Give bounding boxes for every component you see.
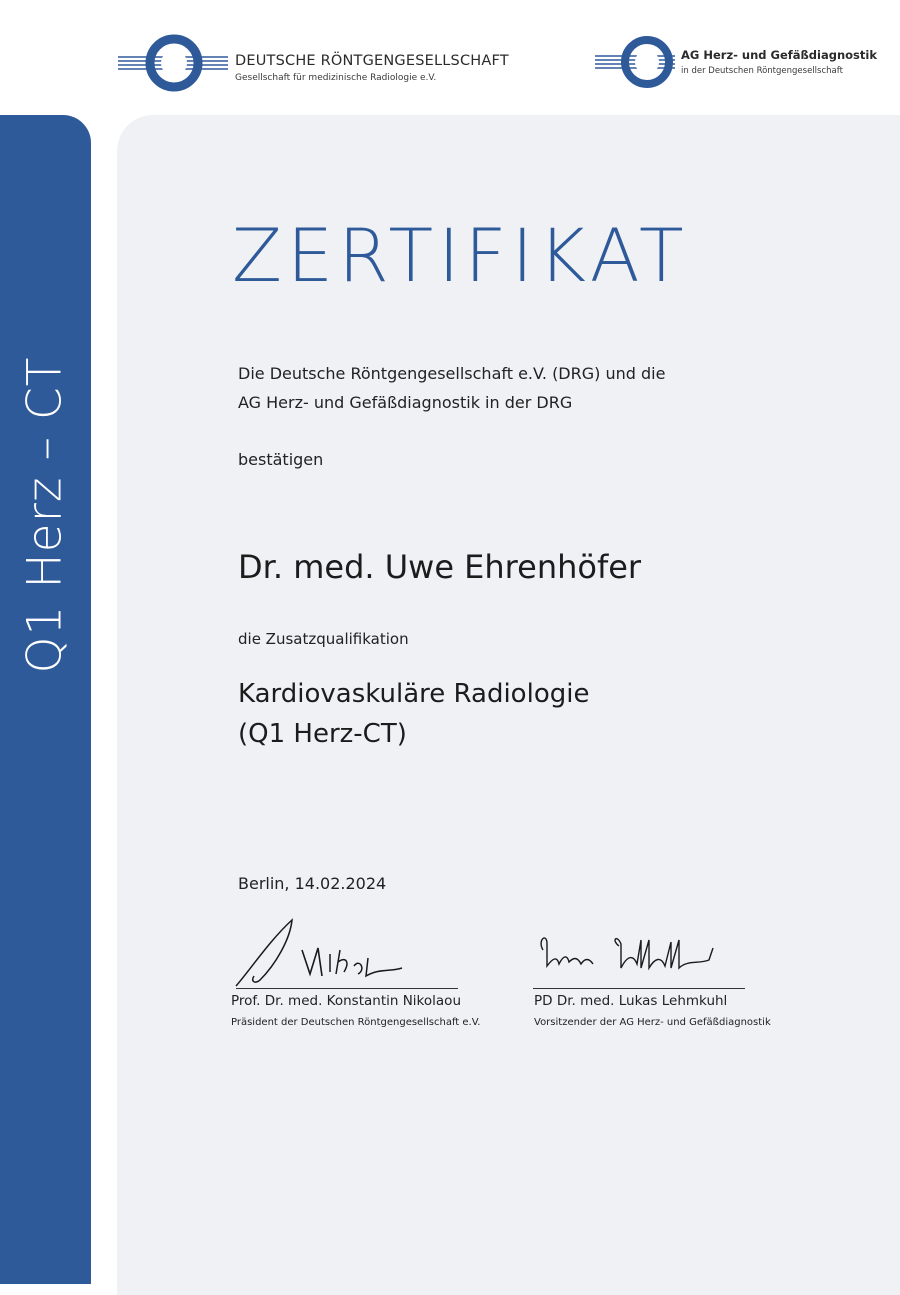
qualification-line-1: Kardiovaskuläre Radiologie <box>238 679 590 709</box>
drg-logo-subtitle: Gesellschaft für medizinische Radiologie e.V. <box>235 73 437 83</box>
drg-emblem-icon <box>118 33 233 93</box>
qualification-label: die Zusatzqualifikation <box>238 630 409 648</box>
intro-line-2: AG Herz- und Gefäßdiagnostik in der DRG <box>238 393 573 412</box>
qualification-line-2: (Q1 Herz-CT) <box>238 719 407 749</box>
intro-line-1: Die Deutsche Röntgengesellschaft e.V. (DRG) und die <box>238 364 666 383</box>
certificate-title: ZERTIFIKAT <box>232 214 689 299</box>
drg-logo-name: DEUTSCHE RÖNTGENGESELLSCHAFT <box>235 53 509 69</box>
confirm-text: bestätigen <box>238 450 324 469</box>
side-band <box>0 115 91 1284</box>
signatory-2-name: PD Dr. med. Lukas Lehmkuhl <box>534 993 728 1009</box>
signatory-2-role: Vorsitzender der AG Herz- und Gefäßdiagnostik <box>534 1017 771 1028</box>
qualification <box>238 674 589 754</box>
recipient-name: Dr. med. Uwe Ehrenhöfer <box>238 548 642 586</box>
ag-logo <box>595 33 885 93</box>
signature-block-2 <box>533 910 793 1035</box>
signature-line-1 <box>236 988 458 989</box>
signature-line-2 <box>533 988 745 989</box>
ag-logo-name: AG Herz- und Gefäßdiagnostik <box>681 48 877 62</box>
handwritten-signature-1 <box>230 910 470 990</box>
side-band-label: Q1 Herz – CT <box>17 356 73 674</box>
signatory-1-role: Präsident der Deutschen Röntgengesellschaft e.V. <box>231 1017 481 1028</box>
intro-text <box>238 359 665 417</box>
handwritten-signature-2 <box>533 910 753 990</box>
place-date: Berlin, 14.02.2024 <box>238 874 387 893</box>
ag-emblem-icon <box>595 33 680 93</box>
signature-block-1 <box>230 910 490 1035</box>
drg-logo <box>118 33 538 93</box>
ag-logo-subtitle: in der Deutschen Röntgengesellschaft <box>681 66 843 76</box>
signatory-1-name: Prof. Dr. med. Konstantin Nikolaou <box>231 993 461 1009</box>
